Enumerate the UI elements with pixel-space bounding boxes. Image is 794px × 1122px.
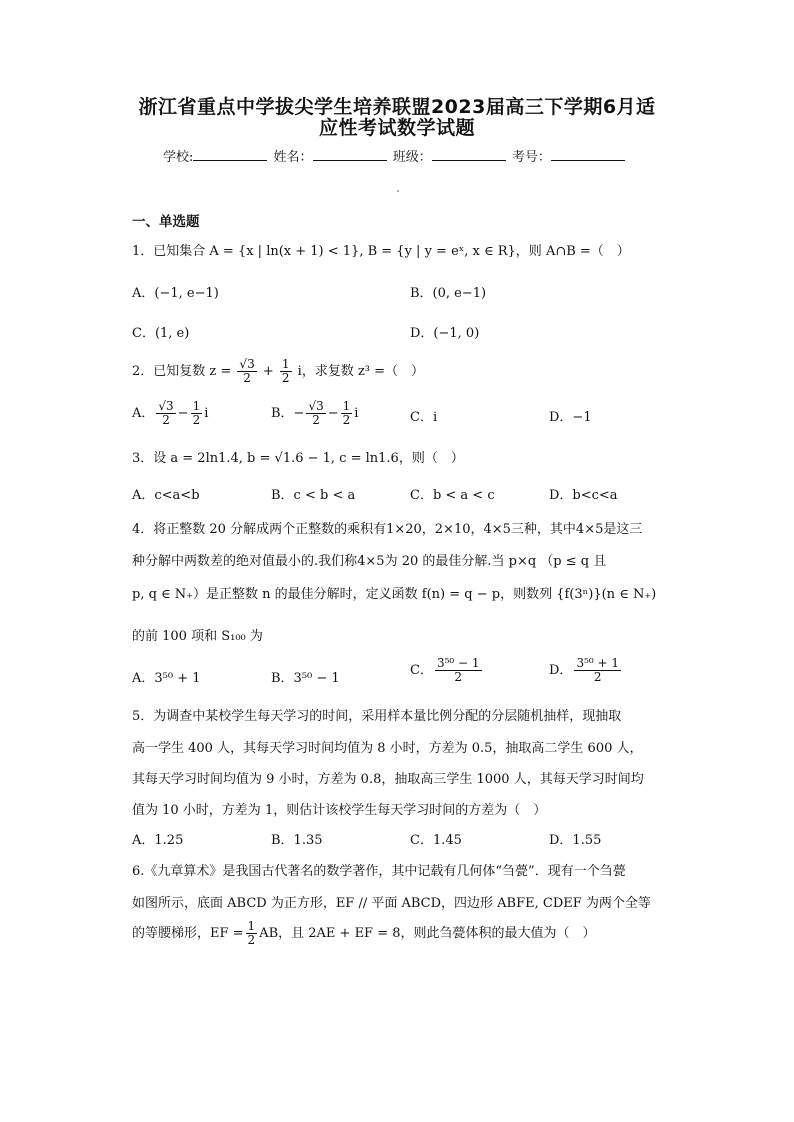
question-1-option-d: D．(−1, 0) [410, 326, 480, 341]
question-5-line4: 值为 10 小时，方差为 1，则估计该校学生每天学习时间的方差为（ ） [132, 803, 547, 818]
question-6-line1: 6.《九章算术》是我国古代著名的数学著作，其中记载有几何体“刍甍”．现有一个刍甍 [132, 864, 626, 879]
question-4-option-b: B．3⁵⁰ − 1 [271, 671, 340, 686]
question-5-option-d: D．1.55 [549, 833, 602, 848]
question-1-stem: 1．已知集合 A = {x | ln(x + 1) < 1}, B = {y | y = eˣ, x ∈ R}，则 A∩B =（ ） [132, 244, 630, 259]
question-4-line2: 种分解中两数差的绝对值最小的.我们称4×5为 20 的最佳分解.当 p×q （p ≤ q 且 [132, 554, 607, 569]
question-2-option-a: A． $\frac{√3}{2}$ − $\frac{1}{2}$ i [132, 399, 209, 427]
question-4-option-a: A．3⁵⁰ + 1 [132, 671, 201, 686]
question-1-option-b: B．(0, e−1) [410, 286, 487, 301]
question-3-option-d: D．b<c<a [549, 488, 618, 503]
question-2-stem-post: i，求复数 z³ =（ ） [297, 364, 425, 379]
question-2-option-d: D．−1 [549, 410, 592, 425]
fraction: $\frac{1}{2}$ [281, 357, 290, 385]
question-5-option-a: A．1.25 [132, 833, 184, 848]
question-2-option-c: C．i [410, 410, 438, 425]
question-3-option-b: B．c < b < a [271, 488, 356, 503]
question-1-option-c: C．(1, e) [132, 326, 190, 341]
name-label: 姓名： [273, 150, 313, 165]
question-2-stem: 2．已知复数 z = $\frac{√3}{2}$ + $\frac{1}{2}$ i，求复数 z³ =（ ） [132, 357, 425, 385]
question-4-line4: 的前 100 项和 S₁₀₀ 为 [132, 629, 263, 644]
school-label: 学校: [163, 150, 194, 165]
question-3-stem: 3．设 a = 2ln1.4, b = √1.6 − 1, c = ln1.6，则（ ） [132, 451, 464, 466]
exam-title-line2: 应性考试数学试题 [318, 117, 475, 139]
section-heading: 一、单选题 [132, 214, 200, 230]
question-5-option-b: B．1.35 [271, 833, 323, 848]
question-5-option-c: C．1.45 [410, 833, 462, 848]
number-blank[interactable] [551, 148, 625, 161]
question-5-line2: 高一学生 400 人，其每天学习时间均值为 8 小时，方差为 0.5，抽取高二学生 600 人， [132, 741, 643, 756]
name-blank[interactable] [313, 148, 387, 161]
question-5-line1: 5．为调查中某校学生每天学习的时间，采用样本量比例分配的分层随机抽样，现抽取 [132, 709, 622, 724]
fraction: $\frac{√3}{2}$ [239, 357, 255, 385]
class-blank[interactable] [432, 148, 506, 161]
question-3-option-a: A．c<a<b [132, 488, 200, 503]
question-6-line3: 的等腰梯形，EF = $\frac{1}{2}$ AB，且 2AE + EF = 8，则此刍甍体积的最大值为（ ） [132, 919, 596, 947]
exam-title-line1: 浙江省重点中学拔尖学生培养联盟2023届高三下学期6月适 [138, 96, 656, 118]
decorative-dot [397, 190, 399, 192]
question-4-option-c: C． $\frac{\text{3⁵⁰ − 1}}{2}$ [410, 656, 480, 684]
number-label: 考号： [511, 150, 551, 165]
question-4-option-d: D． $\frac{\text{3⁵⁰ + 1}}{2}$ [549, 656, 620, 684]
question-6-line2: 如图所示，底面 ABCD 为正方形，EF // 平面 ABCD，四边形 ABFE, CDEF 为两个全等 [132, 896, 651, 911]
question-2-stem-pre: 2．已知复数 z = [132, 364, 232, 379]
class-label: 班级： [392, 150, 432, 165]
question-4-line1: 4．将正整数 20 分解成两个正整数的乘积有1×20，2×10，4×5三种，其中4×5是这三 [132, 522, 643, 537]
school-blank[interactable] [193, 148, 267, 161]
question-3-option-c: C．b < a < c [410, 488, 495, 503]
question-5-line3: 其每天学习时间均值为 9 小时，方差为 0.8，抽取高三学生 1000 人，其每天学习时间均 [132, 772, 644, 787]
question-2-option-b: B．− $\frac{√3}{2}$ − $\frac{1}{2}$ i [271, 399, 359, 427]
question-4-line3: p, q ∈ N₊）是正整数 n 的最佳分解时，定义函数 f(n) = q − p，则数列 {f(3ⁿ)}(n ∈ N₊) [132, 587, 657, 602]
question-1-option-a: A．(−1, e−1) [132, 286, 219, 301]
student-info-row [163, 146, 627, 165]
